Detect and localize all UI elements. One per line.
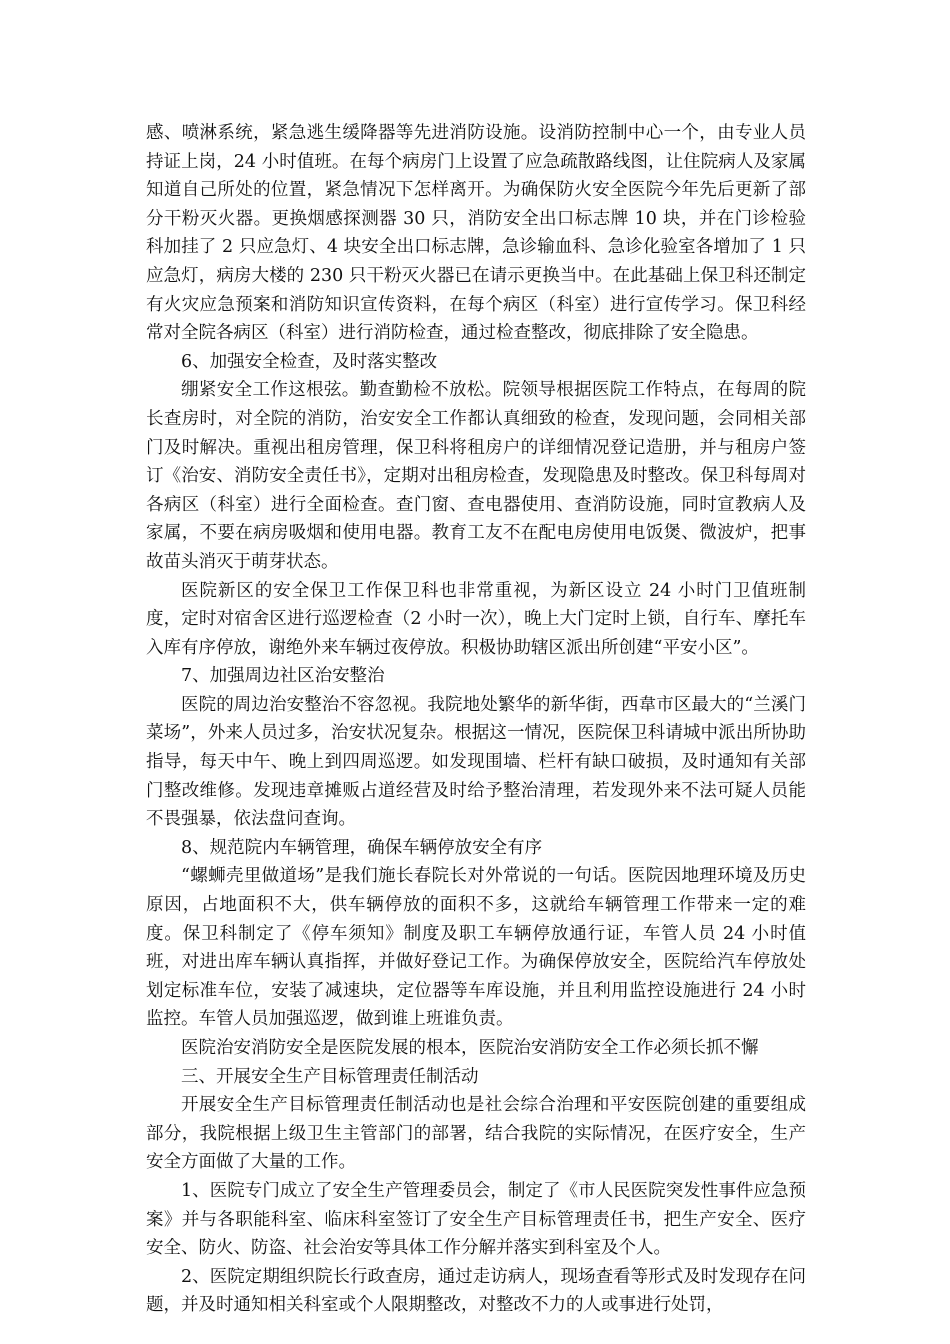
paragraph-security-summary: 医院治安消防安全是医院发展的根本，医院治安消防安全工作必须长抓不懈 (181, 1038, 759, 1058)
paragraph-responsibility-system: 开展安全生产目标管理责任制活动也是社会综合治理和平安医院创建的重要组成部分，我院根据上级卫生主管部门的部署，结合我院的实际情况，在医疗安全，生产安全方面做了大量的工作。 (146, 1095, 806, 1173)
document-body (146, 119, 806, 1320)
heading-item-8: 8、规范院内车辆管理，确保车辆停放安全有序 (181, 837, 543, 858)
paragraph-community-security: 医院的周边治安整治不容忽视。我院地处繁华的新华街，西韋市区最大的“兰溪门菜场”，外来人员过多，治安状况复杂。根据这一情况，医院保卫科请城中派出所协助指导，每天中午、晚上到四周巡逻。如发现围墙、栏杆有缺口破损，及时通知有关部门整改维修。发现违章摊贩占道经营及时给予整治清理，若发现外来不法可疑人员能不畏强暴，依法盘问查询。 (146, 694, 806, 830)
paragraph-fire-facilities: 感、喷淋系统，紧急逃生缓降器等先进消防设施。设消防控制中心一个，由专业人员持证上岗，24 小时值班。在每个病房门上设置了应急疏散路线图，让住院病人及家属知道自己所处的位置，紧急情况下怎样离开。为确保防火安全医院今年先后更新了部分干粉灭火器。更换烟感探测器 30 只，消防安全出口标志牌 10 块，并在门诊检验科加挂了 2 只应急灯、4 块安全出口标志牌，急诊输血科、急诊化验室各增加了 1 只应急灯，病房大楼的 230 只干粉灭火器已在请示更换当中。在此基础上保卫科还制定有火灾应急预案和消防知识宣传资料，在每个病区（科室）进行宣传学习。保卫科经常对全院各病区（科室）进行消防检查，通过检查整改，彻底排除了安全隐患。 (146, 123, 806, 344)
paragraph-safety-inspection: 绷紧安全工作这根弦。勤查勤检不放松。院领导根据医院工作特点，在每周的院长查房时，对全院的消防，治安安全工作都认真细致的检查，发现问题，会同相关部门及时解决。重视出租房管理，保卫科将租房户的详细情况登记造册，并与租房户签订《治安、消防安全责任书》，定期对出租房检查，发现隐患及时整改。保卫科每周对各病区（科室）进行全面检查。查门窗、查电器使用、查消防设施，同时宣教病人及家属，不要在病房吸烟和使用电器。教育工友不在配电房使用电饭煲、微波炉，把事故苗头消灭于萌芽状态。 (146, 380, 806, 572)
heading-item-7: 7、加强周边社区治安整治 (181, 666, 385, 687)
paragraph-point-1: 1、医院专门成立了安全生产管理委员会，制定了《市人民医院突发性事件应急预案》并与各职能科室、临床科室签订了安全生产目标管理责任书，把生产安全、医疗安全、防火、防盗、社会治安等具体工作分解并落实到科室及个人。 (146, 1180, 806, 1259)
paragraph-point-2: 2、医院定期组织院长行政查房，通过走访病人，现场查看等形式及时发现存在问题，并及时通知相关科室或个人限期整改，对整改不力的人或事进行处罚， (146, 1266, 806, 1316)
paragraph-vehicle-management: “螺蛳壳里做道场”是我们施长春院长对外常说的一句话。医院因地理环境及历史原因，占地面积不大，供车辆停放的面积不多，这就给车辆管理工作带来一定的难度。保卫科制定了《停车须知》制度及职工车辆停放通行证，车管人员 24 小时值班，对进出库车辆认真指挥，并做好登记工作。为确保停放安全，医院给汽车停放处划定标准车位，安装了减速块，定位器等车库设施，并且利用监控设施进行 24 小时监控。车管人员加强巡逻，做到谁上班谁负责。 (146, 866, 806, 1030)
heading-item-6: 6、加强安全检查，及时落实整改 (181, 351, 438, 372)
section-heading-three: 三、开展安全生产目标管理责任制活动 (181, 1066, 479, 1087)
paragraph-new-district-security: 医院新区的安全保卫工作保卫科也非常重视，为新区设立 24 小时门卫值班制度，定时对宿舍区进行巡逻检查（2 小时一次），晚上大门定时上锁，自行车、摩托车入库有序停放，谢绝外来车辆过夜停放。积极协助辖区派出所创建“平安小区”。 (146, 580, 806, 658)
